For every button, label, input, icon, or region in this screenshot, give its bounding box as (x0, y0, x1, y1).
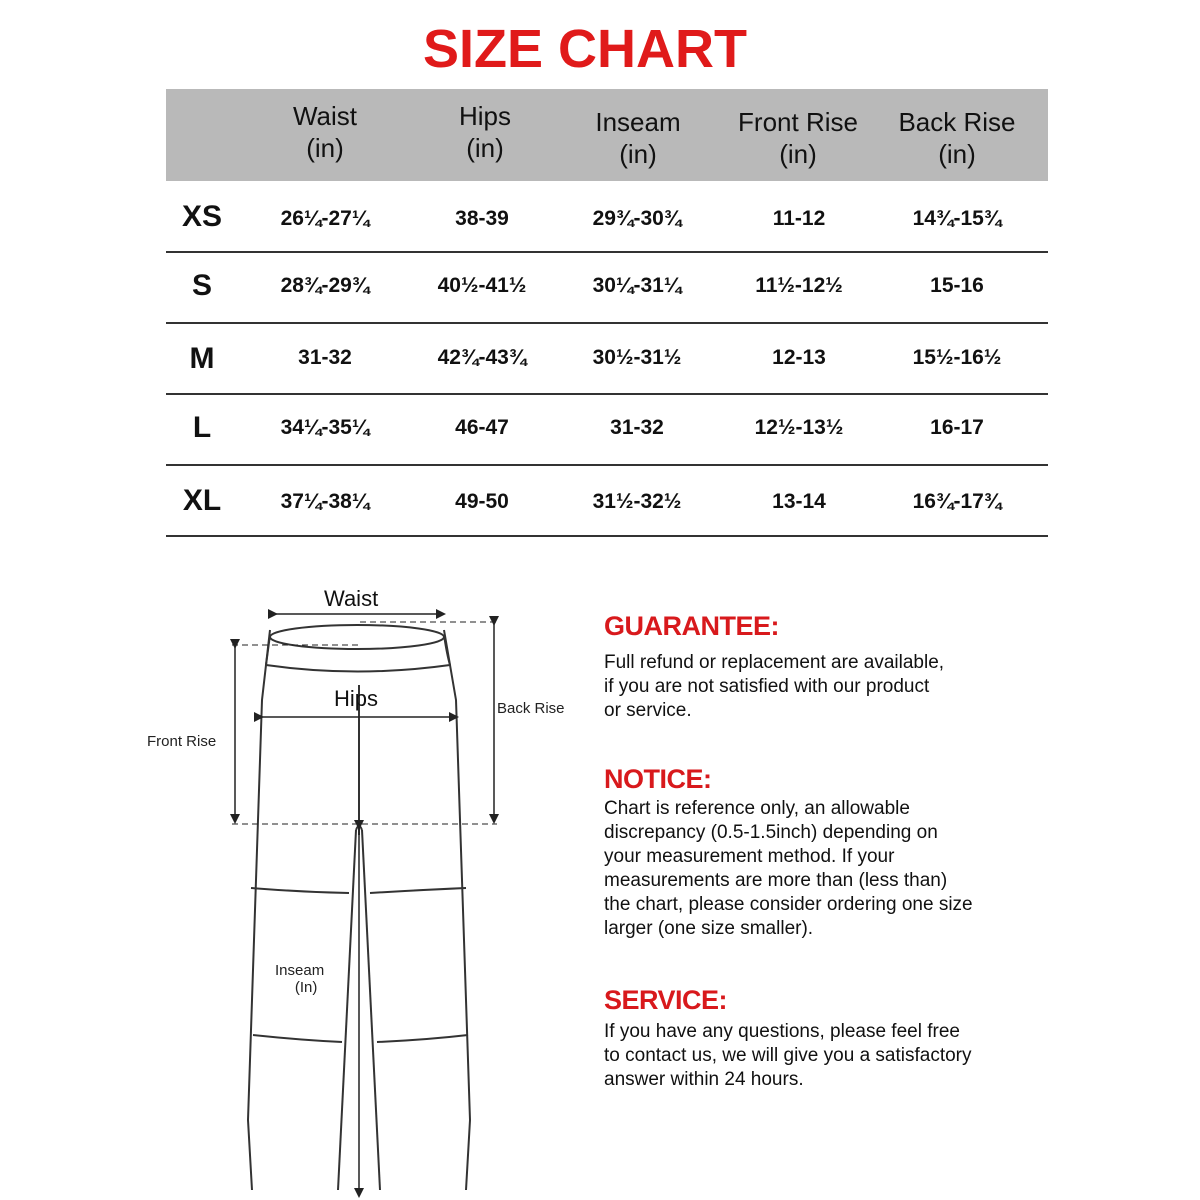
table-cell: 49-50 (455, 490, 509, 513)
table-cell: 13-14 (772, 490, 826, 513)
back-rise-label: Back Rise (497, 700, 565, 717)
column-header-waist: Waist (in) (292, 101, 358, 163)
table-cell: 14¾-15¾ (912, 207, 1002, 230)
size-label: XL (182, 484, 222, 517)
hips-label: Hips (334, 686, 379, 711)
column-header-front-rise: Front Rise (in) (738, 107, 858, 169)
table-cell: 31-32 (298, 346, 352, 369)
table-cell: 30½-31½ (592, 346, 682, 369)
table-row (166, 251, 1048, 324)
guarantee-section (604, 611, 1024, 723)
table-row (166, 393, 1048, 466)
guarantee-text: Full refund or replacement are available, if you are not satisfied with our product or service. (604, 652, 945, 721)
table-cell: 16-17 (930, 416, 984, 439)
table-cell: 37¼-38¼ (280, 490, 370, 513)
service-section (604, 985, 1024, 1092)
notice-heading: NOTICE: (604, 764, 712, 794)
table-cell: 12-13 (772, 346, 826, 369)
column-header-hips: Hips (in) (458, 101, 511, 163)
table-row (166, 180, 1048, 253)
waist-label: Waist (324, 586, 379, 611)
table-cell: 11½-12½ (755, 274, 843, 297)
table-cell: 31½-32½ (592, 490, 682, 513)
table-cell: 28¾-29¾ (280, 274, 370, 297)
table-row (166, 322, 1048, 395)
inseam-label: Inseam (In) (275, 962, 325, 996)
size-label: XS (181, 200, 223, 233)
table-cell: 38-39 (455, 207, 509, 230)
table-cell: 11-12 (772, 207, 826, 230)
table-cell: 12½-13½ (754, 416, 844, 439)
table-cell: 31-32 (610, 416, 664, 439)
size-label: S (191, 269, 212, 302)
column-header-inseam: Inseam (in) (595, 107, 681, 169)
notice-section (604, 764, 1024, 941)
pants-diagram (0, 560, 600, 1200)
table-cell: 42¾-43¾ (437, 346, 527, 369)
table-cell: 16¾-17¾ (912, 490, 1002, 513)
notice-text: Chart is reference only, an allowable discrepancy (0.5-1.5inch) depending on your measurement method. If your measurements are more than (less than) the chart, please consider ordering one size larger (one size smaller). (604, 798, 973, 939)
size-label: L (192, 411, 212, 444)
service-text: If you have any questions, please feel free to contact us, we will give you a satisfactory answer within 24 hours. (604, 1021, 972, 1090)
table-row (166, 464, 1048, 537)
table-cell: 34¼-35¼ (280, 416, 370, 439)
table-cell: 15-16 (930, 274, 984, 297)
guarantee-heading: GUARANTEE: (604, 611, 779, 641)
size-label: M (189, 342, 215, 375)
column-header-back-rise: Back Rise (in) (898, 107, 1016, 169)
table-cell: 46-47 (455, 416, 509, 439)
page-title: SIZE CHART (423, 19, 747, 79)
front-rise-label: Front Rise (147, 733, 217, 750)
table-cell: 15½-16½ (912, 346, 1002, 369)
table-cell: 30¼-31¼ (592, 274, 682, 297)
service-heading: SERVICE: (604, 985, 728, 1015)
table-cell: 29¾-30¾ (592, 207, 682, 230)
table-cell: 26¼-27¼ (280, 207, 370, 230)
table-cell: 40½-41½ (437, 274, 527, 297)
